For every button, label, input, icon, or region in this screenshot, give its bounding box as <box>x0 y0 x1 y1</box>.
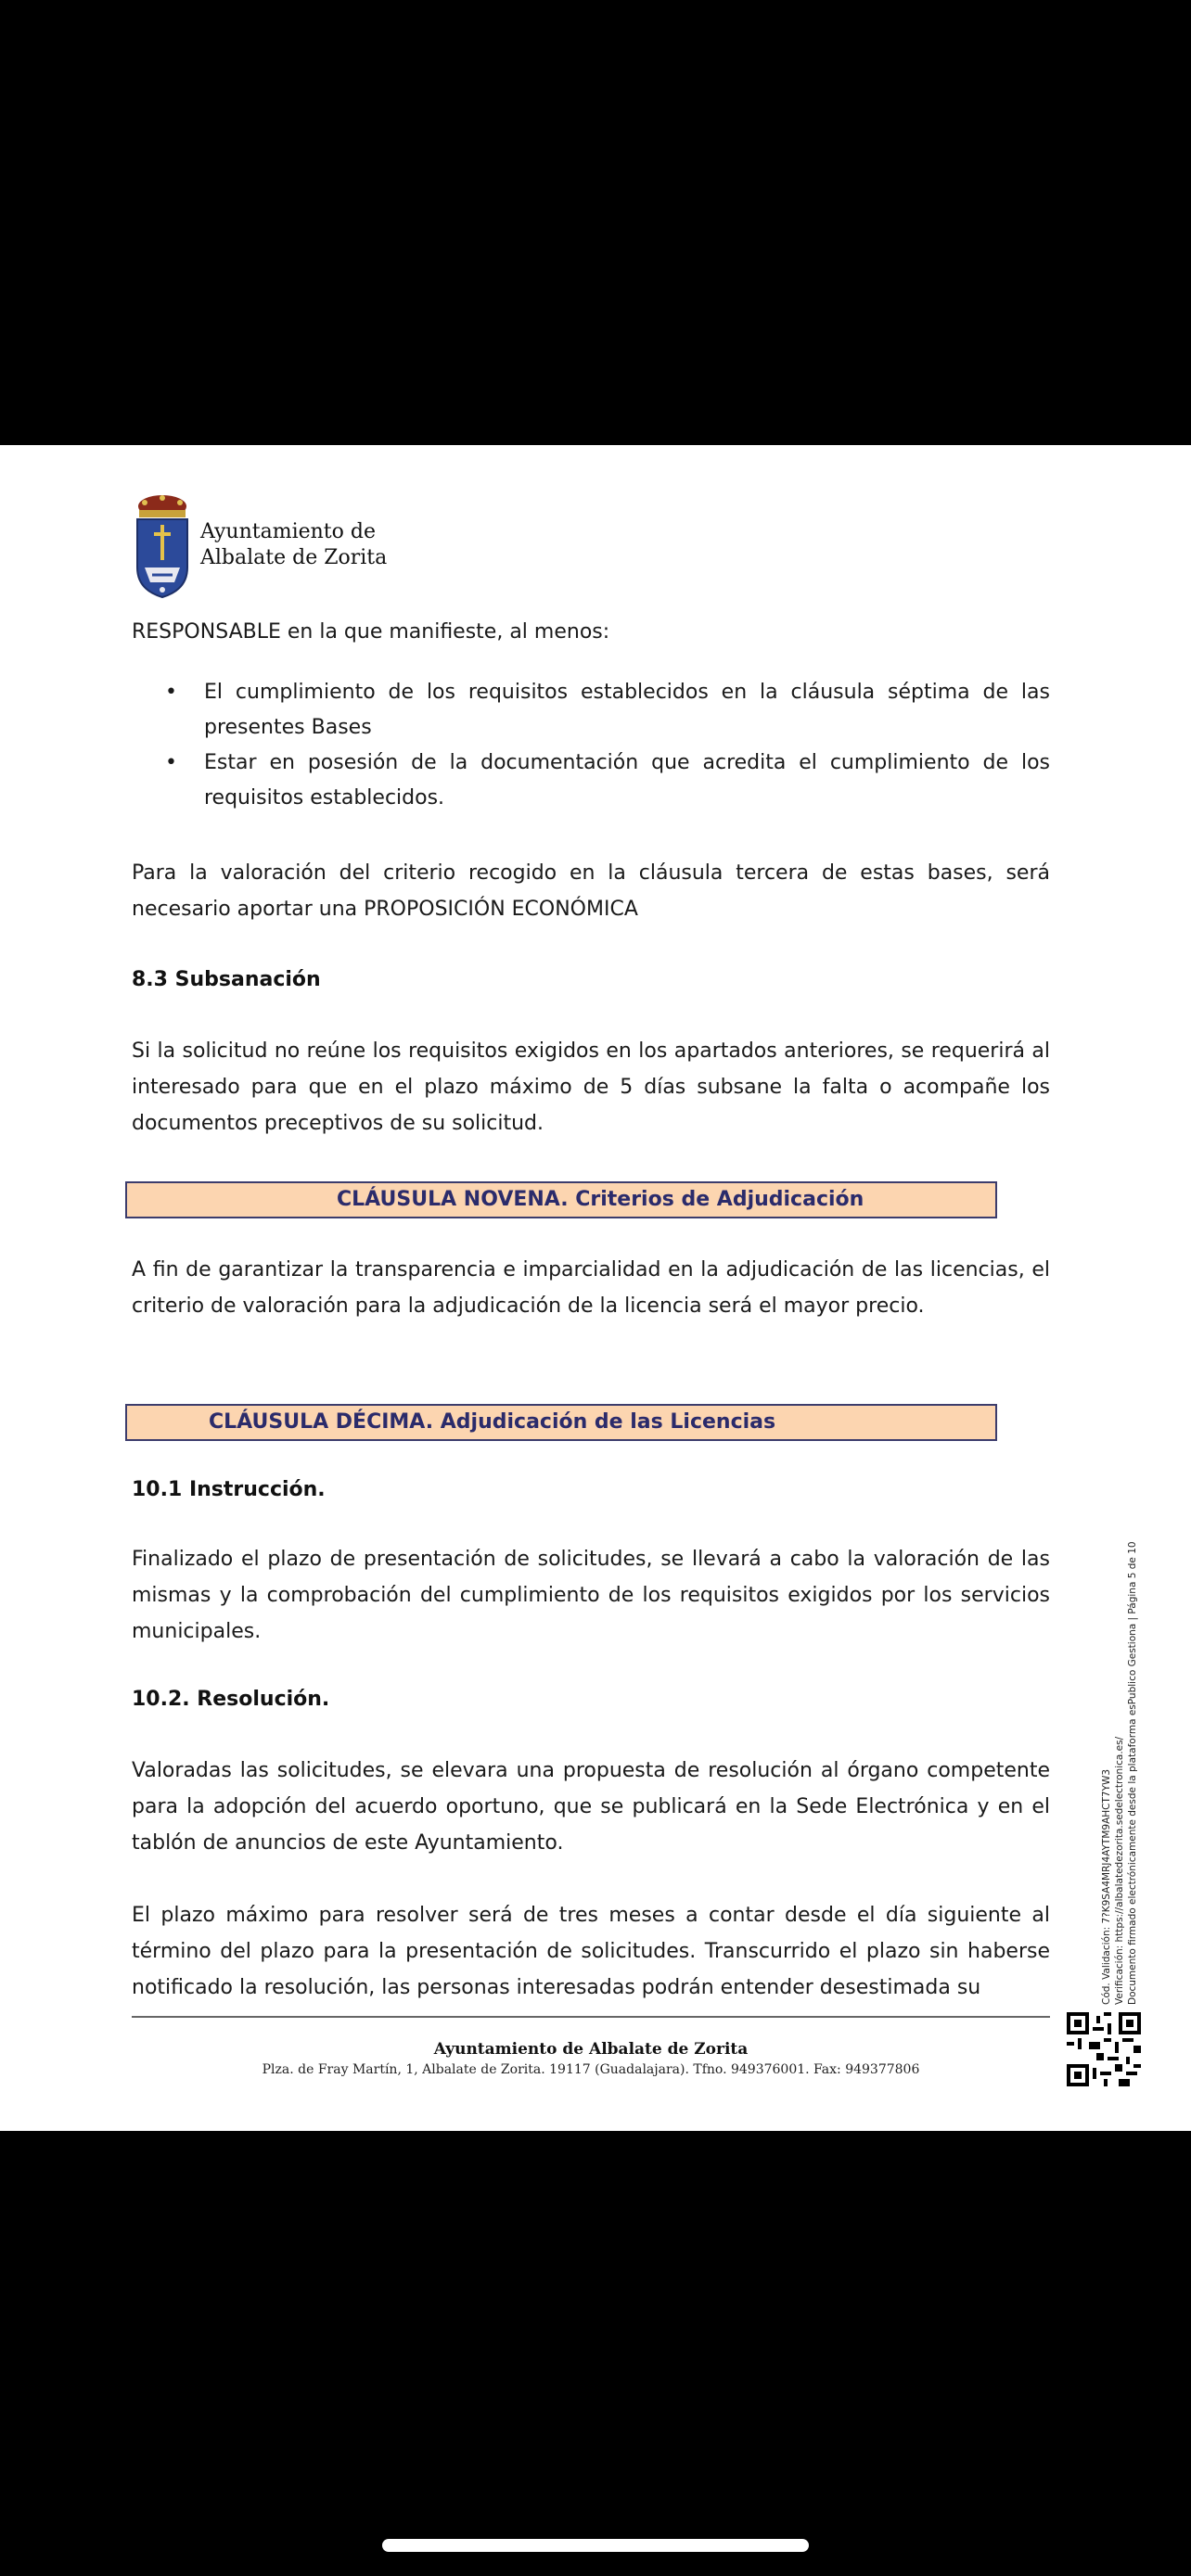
coat-of-arms-icon <box>132 493 193 603</box>
organization-name <box>200 519 387 571</box>
bullet-icon: • <box>165 751 177 774</box>
bullet-icon: • <box>165 681 177 704</box>
subsanacion-paragraph: Si la solicitud no reúne los requisitos exigidos en los apartados anteriores, se requerirá al interesado para que en el plazo máximo de 5 días subsane la falta o acompañe los documentos preceptivos de su solicitud. <box>132 1039 1050 1135</box>
list-item <box>132 675 1050 746</box>
requirements-list <box>132 675 1050 816</box>
valoracion-paragraph: Para la valoración del criterio recogido en la cláusula tercera de estas bases, será necesario aportar una PROPOSICIÓN ECONÓMICA <box>132 861 1050 921</box>
footer-divider <box>132 2016 1050 2018</box>
resolucion-paragraph-2: El plazo máximo para resolver será de tres meses a contar desde el día siguiente al término del plazo para la presentación de solicitudes. Transcurrido el plazo sin haberse notificado la resolución, las personas interesadas podrán entender desestimada su <box>132 1904 1050 1999</box>
section-heading-subsanacion: 8.3 Subsanación <box>132 968 321 991</box>
verification-url: Verificación: https://albalatedezorita.sedelectronica.es/ <box>1114 1736 1125 2005</box>
document-page <box>0 445 1191 2131</box>
clause-9-title: CLÁUSULA NOVENA. Criterios de Adjudicación <box>337 1188 864 1211</box>
section-heading-resolucion: 10.2. Resolución. <box>132 1688 330 1711</box>
list-item-text: Estar en posesión de la documentación que acredita el cumplimiento de los requisitos establecidos. <box>204 751 1050 810</box>
clause-9-paragraph: A fin de garantizar la transparencia e imparcialidad en la adjudicación de las licencias, el criterio de valoración para la adjudicación de la licencia será el mayor precio. <box>132 1258 1050 1318</box>
org-line-2: Albalate de Zorita <box>200 546 388 569</box>
list-item <box>132 746 1050 816</box>
validation-code: Cód. Validación: 7?K9SA4MRJ4AYTM9AHCT7YW3 <box>1101 1768 1112 2005</box>
clause-10-banner <box>125 1404 997 1441</box>
validation-sidebar <box>1100 1448 1139 2005</box>
intro-paragraph: RESPONSABLE en la que manifieste, al menos: <box>132 620 610 644</box>
clause-9-banner <box>125 1181 997 1218</box>
instruccion-paragraph: Finalizado el plazo de presentación de solicitudes, se llevará a cabo la valoración de las mismas y la comprobación del cumplimiento de los requisitos exigidos por los servicios municipales. <box>132 1548 1050 1643</box>
signature-note: Documento firmado electrónicamente desde la plataforma esPublico Gestiona | Página 5 de 10 <box>1127 1541 1138 2005</box>
section-heading-instruccion: 10.1 Instrucción. <box>132 1478 326 1501</box>
clause-10-title: CLÁUSULA DÉCIMA. Adjudicación de las Licencias <box>209 1410 776 1434</box>
qr-code-icon <box>1067 2012 1141 2086</box>
list-item-text: El cumplimiento de los requisitos establecidos en la cláusula séptima de las presentes Bases <box>204 681 1050 739</box>
home-indicator[interactable] <box>382 2539 809 2552</box>
resolucion-paragraph-1: Valoradas las solicitudes, se elevara una propuesta de resolución al órgano competente para la adopción del acuerdo oportuno, que se publicará en la Sede Electrónica y en el tablón de anuncios de este Ayuntamiento. <box>132 1759 1050 1855</box>
footer-address: Plza. de Fray Martín, 1, Albalate de Zorita. 19117 (Guadalajara). Tfno. 949376001. Fax: 949377806 <box>262 2062 920 2077</box>
footer-title: Ayuntamiento de Albalate de Zorita <box>433 2040 749 2059</box>
org-line-1: Ayuntamiento de <box>200 520 376 543</box>
